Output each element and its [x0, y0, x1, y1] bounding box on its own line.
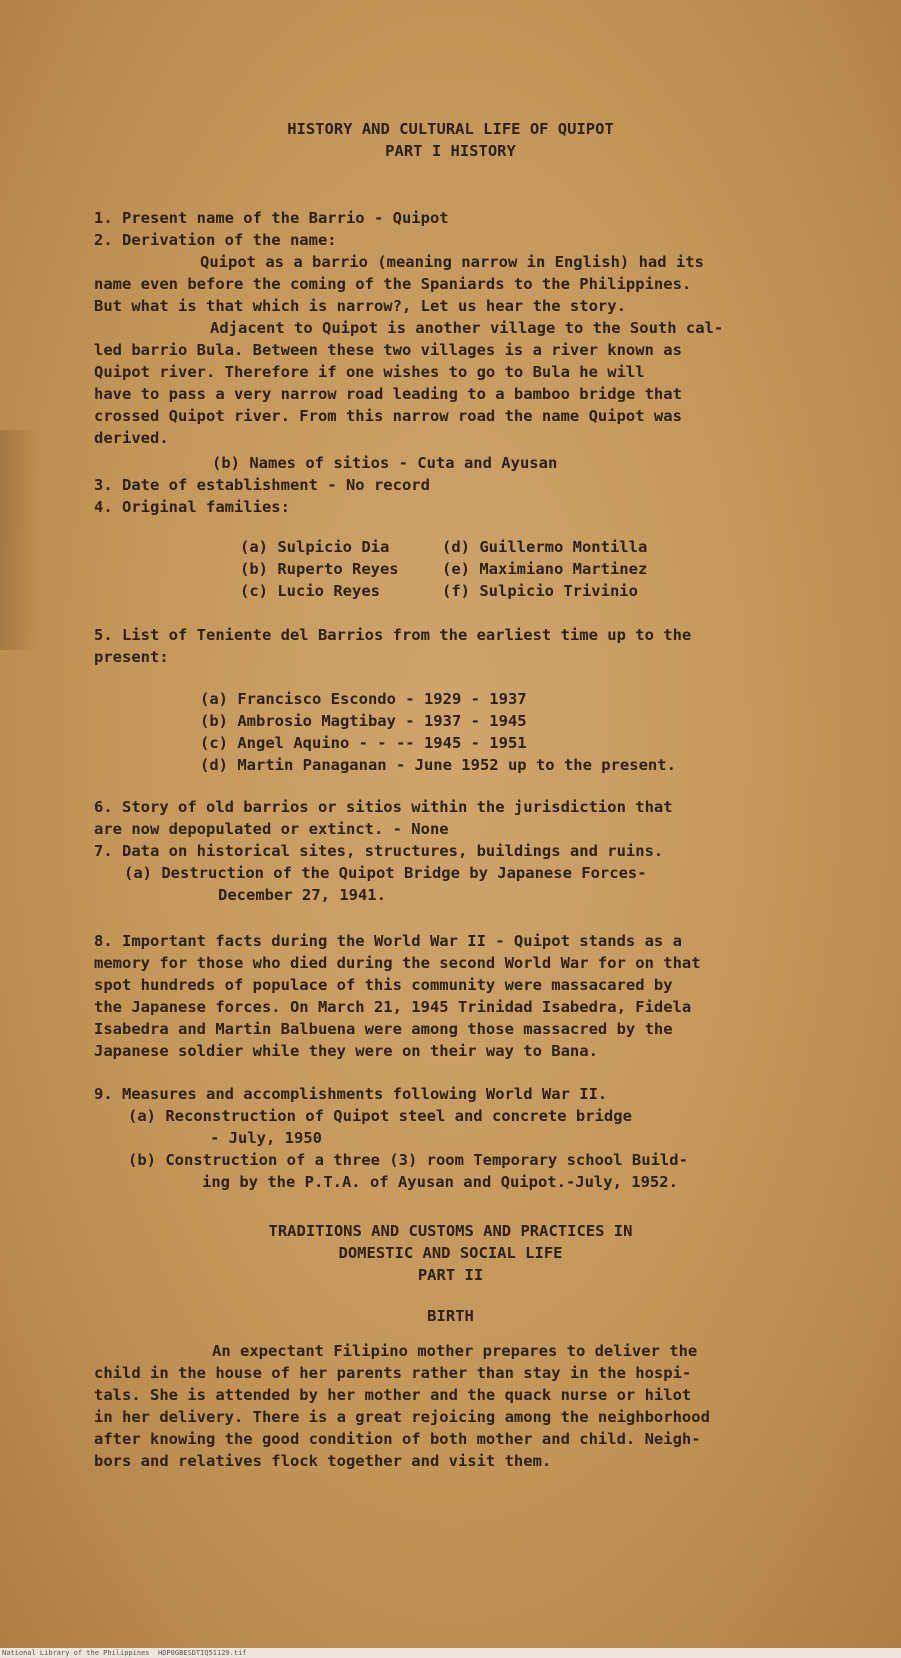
- history-line: crossed Quipot river. From this narrow road the name Quipot was: [94, 407, 682, 425]
- birth-line: child in the house of her parents rather than stay in the hospi-: [94, 1364, 692, 1382]
- part2-heading: DOMESTIC AND SOCIAL LIFE: [338, 1244, 563, 1262]
- part2-heading: TRADITIONS AND CUSTOMS AND PRACTICES IN: [268, 1222, 633, 1240]
- scan-footer: [0, 1648, 901, 1658]
- history-line: led barrio Bula. Between these two villages is a river known as: [94, 341, 682, 359]
- history-line: 3. Date of establishment - No record: [94, 476, 430, 494]
- birth-line: in her delivery. There is a great rejoicing among the neighborhood: [94, 1408, 710, 1426]
- birth-line: after knowing the good condition of both mother and child. Neigh-: [94, 1430, 701, 1448]
- birth-line: An expectant Filipino mother prepares to deliver the: [212, 1342, 698, 1360]
- family-entry: (d) Guillermo Montilla: [442, 538, 648, 556]
- document-subtitle: PART I HISTORY: [385, 142, 516, 160]
- item-9-line: (b) Construction of a three (3) room Temporary school Build-: [128, 1151, 688, 1169]
- family-entry: (c) Lucio Reyes: [240, 582, 380, 600]
- document-title: HISTORY AND CULTURAL LIFE OF QUIPOT: [287, 120, 614, 138]
- item-8-line: 8. Important facts during the World War II - Quipot stands as a: [94, 932, 682, 950]
- history-line: Quipot river. Therefore if one wishes to go to Bula he will: [94, 363, 645, 381]
- history-line: Quipot as a barrio (meaning narrow in English) had its: [200, 253, 704, 271]
- file-id: HDP0GBESDTIQ51129.tif: [158, 1649, 247, 1657]
- item-line: 6. Story of old barrios or sitios within the jurisdiction that: [94, 798, 673, 816]
- teniente-entry: (b) Ambrosio Magtibay - 1937 - 1945: [200, 712, 527, 730]
- family-entry: (a) Sulpicio Dia: [240, 538, 390, 556]
- part2-heading: PART II: [417, 1266, 484, 1284]
- history-line: But what is that which is narrow?, Let us hear the story.: [94, 297, 626, 315]
- item-8-line: spot hundreds of populace of this community were massacared by: [94, 976, 673, 994]
- item-line: December 27, 1941.: [218, 886, 386, 904]
- birth-heading: BIRTH: [427, 1307, 474, 1325]
- library-credit: National Library of the Philippines: [2, 1649, 150, 1657]
- history-line: name even before the coming of the Spaniards to the Philippines.: [94, 275, 692, 293]
- item-8-line: the Japanese forces. On March 21, 1945 Trinidad Isabedra, Fidela: [94, 998, 692, 1016]
- tenientes-heading: 5. List of Teniente del Barrios from the earliest time up to the: [94, 626, 692, 644]
- teniente-entry: (d) Martin Panaganan - June 1952 up to the present.: [200, 756, 676, 774]
- item-line: 7. Data on historical sites, structures, buildings and ruins.: [94, 842, 664, 860]
- teniente-entry: (c) Angel Aquino - - -- 1945 - 1951: [200, 734, 527, 752]
- history-line: 1. Present name of the Barrio - Quipot: [94, 209, 449, 227]
- item-9-line: (a) Reconstruction of Quipot steel and concrete bridge: [128, 1107, 632, 1125]
- family-entry: (b) Ruperto Reyes: [240, 560, 399, 578]
- family-entry: (e) Maximiano Martinez: [442, 560, 648, 578]
- item-9-line: ing by the P.T.A. of Ayusan and Quipot.-July, 1952.: [202, 1173, 678, 1191]
- tenientes-heading: present:: [94, 648, 169, 666]
- item-line: are now depopulated or extinct. - None: [94, 820, 449, 838]
- birth-line: bors and relatives flock together and visit them.: [94, 1452, 552, 1470]
- history-line: derived.: [94, 429, 169, 447]
- item-line: (a) Destruction of the Quipot Bridge by Japanese Forces-: [124, 864, 647, 882]
- item-9-line: 9. Measures and accomplishments following World War II.: [94, 1085, 608, 1103]
- teniente-entry: (a) Francisco Escondo - 1929 - 1937: [200, 690, 527, 708]
- history-line: Adjacent to Quipot is another village to the South cal-: [210, 319, 724, 337]
- history-line: have to pass a very narrow road leading to a bamboo bridge that: [94, 385, 682, 403]
- item-8-line: memory for those who died during the second World War for on that: [94, 954, 701, 972]
- history-line: 4. Original families:: [94, 498, 290, 516]
- item-8-line: Isabedra and Martin Balbuena were among those massacred by the: [94, 1020, 673, 1038]
- history-line: 2. Derivation of the name:: [94, 231, 337, 249]
- history-line: (b) Names of sitios - Cuta and Ayusan: [212, 454, 558, 472]
- item-9-line: - July, 1950: [210, 1129, 322, 1147]
- family-entry: (f) Sulpicio Trivinio: [442, 582, 638, 600]
- birth-line: tals. She is attended by her mother and the quack nurse or hilot: [94, 1386, 692, 1404]
- item-8-line: Japanese soldier while they were on their way to Bana.: [94, 1042, 598, 1060]
